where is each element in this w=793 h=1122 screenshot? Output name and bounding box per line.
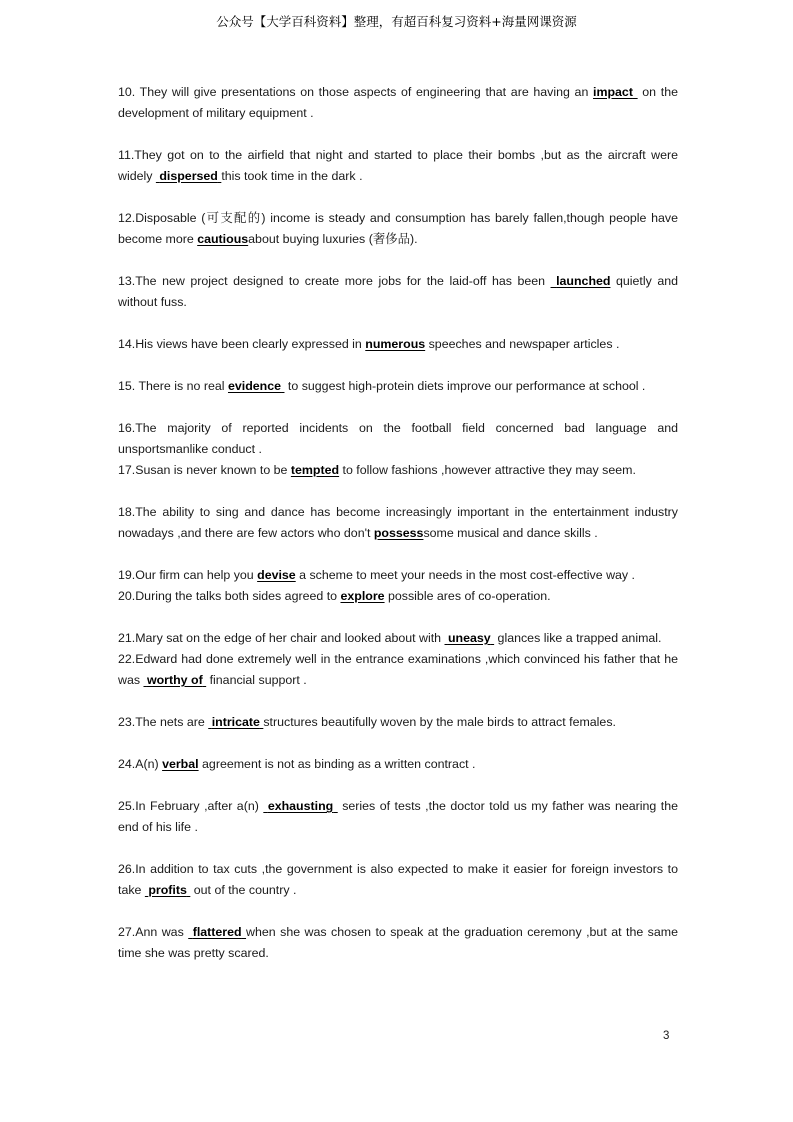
sentence-text: 11.They got on to the airfield that night and started to place their bombs ,but as the aircraft were widely [118, 148, 678, 183]
sentence-text: 21.Mary sat on the edge of her chair and looked about with [118, 631, 445, 645]
answer-blank: intricate [211, 715, 260, 729]
sentence-text: 15. There is no real [118, 379, 228, 393]
exercise-item [118, 502, 678, 544]
sentence-text: agreement is not as binding as a written contract . [198, 757, 476, 771]
answer-blank: profits [148, 883, 187, 897]
sentence-text: to suggest high-protein diets improve our performance at school . [284, 379, 646, 393]
sentence-text: 17.Susan is never known to be [118, 463, 291, 477]
answer-blank: evidence [227, 379, 282, 393]
answer-blank: flattered [192, 925, 242, 939]
sentence-text: 23.The nets are [118, 715, 209, 729]
sentence-text: 26.In addition to tax cuts ,the government is also expected to make it easier for foreign investors to take [118, 862, 678, 897]
sentence-text: speeches and newspaper articles . [425, 337, 620, 351]
exercise-item [118, 376, 678, 397]
sentence-text: 20.During the talks both sides agreed to [118, 589, 341, 603]
answer-blank: tempted [290, 463, 340, 477]
answer-blank: numerous [365, 337, 426, 351]
sentence-text: 12.Disposable (可支配的) income is steady and consumption has barely fallen,though people have become more [118, 211, 678, 246]
sentence-text: some musical and dance skills . [423, 526, 598, 540]
sentence-text: a scheme to meet your needs in the most cost-effective way . [295, 568, 635, 582]
exercise-item [118, 586, 678, 607]
sentence-text: glances like a trapped animal. [494, 631, 662, 645]
sentence-text: 13.The new project designed to create more jobs for the laid-off has been [118, 274, 551, 288]
sentence-text: to follow fashions ,however attractive they may seem. [339, 463, 636, 477]
sentence-text: possible ares of co-operation. [384, 589, 551, 603]
answer-blank: dispersed [159, 169, 218, 183]
page-number: 3 [663, 1030, 670, 1042]
exercise-item [118, 922, 678, 964]
exercise-item [118, 859, 678, 901]
exercise-item [118, 460, 678, 481]
answer-blank: exhausting [267, 799, 334, 813]
exercise-item [118, 754, 678, 775]
sentence-text: 19.Our firm can help you [118, 568, 258, 582]
sentence-text: 10. They will give presentations on those aspects of engineering that are having an [118, 85, 594, 99]
sentence-text: when she was chosen to speak at the graduation ceremony ,but at the same time she was pretty scared. [118, 925, 678, 960]
sentence-text: 25.In February ,after a(n) [118, 799, 264, 813]
exercise-item [118, 271, 678, 313]
exercise-item [118, 418, 678, 460]
answer-blank: worthy of [146, 673, 203, 687]
sentence-text: 14.His views have been clearly expressed in [118, 337, 366, 351]
sentence-text: quietly and without fuss. [118, 274, 679, 309]
exercise-item [118, 565, 678, 586]
sentence-text: this took time in the dark . [221, 169, 363, 183]
sentence-text: 22.Edward had done extremely well in the entrance examinations ,which convinced his father that he was [118, 652, 678, 687]
sentence-text: out of the country . [190, 883, 297, 897]
answer-blank: verbal [162, 757, 199, 771]
answer-blank: explore [340, 589, 385, 603]
exercise-item [118, 649, 678, 691]
exercise-item [118, 82, 678, 124]
sentence-text: on the development of military equipment . [118, 85, 678, 120]
answer-blank: devise [257, 568, 296, 582]
exercise-item [118, 796, 678, 838]
exercise-item [118, 145, 678, 187]
sentence-text: 24.A(n) [118, 757, 163, 771]
exercise-item [118, 208, 678, 250]
sentence-text: structures beautifully woven by the male birds to attract females. [263, 715, 616, 729]
sentence-text: 27.Ann was [118, 925, 189, 939]
answer-blank: launched [556, 274, 611, 288]
exercise-item [118, 628, 678, 649]
exercise-item [118, 712, 678, 733]
sentence-text: 18.The ability to sing and dance has become increasingly important in the entertainment industry nowadays ,and there are few actors who don't [118, 505, 678, 540]
sentence-text: financial support . [206, 673, 307, 687]
watermark-header: 公众号【大学百科资料】整理，有超百科复习资料+海量网课资源 [216, 14, 577, 29]
exercise-list [118, 82, 678, 964]
answer-blank: cautious [197, 232, 249, 246]
sentence-text: about buying luxuries (奢侈品). [248, 232, 418, 246]
answer-blank: impact [593, 85, 633, 99]
sentence-text: series of tests ,the doctor told us my father was nearing the end of his life . [118, 799, 678, 834]
answer-blank: uneasy [447, 631, 491, 645]
sentence-text: 16.The majority of reported incidents on the football field concerned bad language and unsportsmanlike conduct . [118, 421, 678, 456]
answer-blank: possess [373, 526, 424, 540]
exercise-item [118, 334, 678, 355]
